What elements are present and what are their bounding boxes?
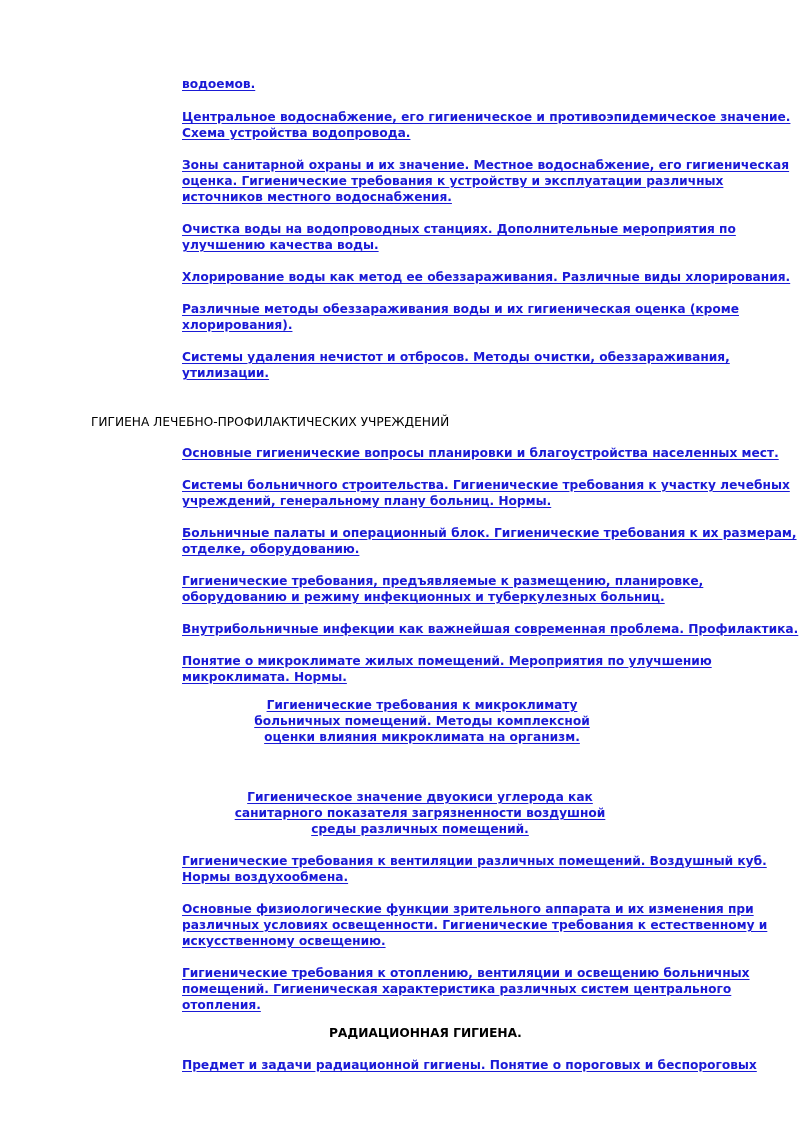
topic-link-sewage-systems[interactable] [182,349,730,381]
topic-link-carbon-dioxide[interactable] [220,789,620,837]
topic-line: среды различных помещений. [311,822,529,836]
topic-link-heating[interactable] [182,965,750,1013]
topic-line: Системы больничного строительства. Гигиенические требования к участку лечебных [182,478,790,492]
topic-link-sanitary-zones[interactable] [182,157,789,205]
topic-line: Понятие о микроклимате жилых помещений. Мероприятия по улучшению [182,654,712,668]
topic-link-central-water-supply[interactable] [182,109,790,141]
section-heading-radiation-hygiene: РАДИАЦИОННАЯ ГИГИЕНА. [329,1026,522,1040]
topic-line: водоемов. [182,77,256,91]
topic-link-hospital-construction[interactable] [182,477,790,509]
topic-line: оборудованию и режиму инфекционных и туберкулезных больниц. [182,590,665,604]
topic-line: Хлорирование воды как метод ее обеззараживания. Различные виды хлорирования. [182,270,791,284]
topic-line: Гигиенические требования к микроклимату [266,698,578,712]
topic-line: микроклимата. Нормы. [182,670,347,684]
topic-line: Гигиенические требования к вентиляции различных помещений. Воздушный куб. [182,854,767,868]
topic-line: Схема устройства водопровода. [182,126,411,140]
topic-line: отделке, оборудованию. [182,542,360,556]
topic-line: больничных помещений. Методы комплексной [254,714,590,728]
topic-line: Больничные палаты и операционный блок. Гигиенические требования к их размерам, [182,526,797,540]
topic-link-nosocomial-infections[interactable] [182,621,798,637]
topic-link-water-purification[interactable] [182,221,736,253]
topic-line: оценки влияния микроклимата на организм. [264,730,580,744]
topic-line: Системы удаления нечистот и отбросов. Методы очистки, обеззараживания, [182,350,730,364]
topic-line: источников местного водоснабжения. [182,190,452,204]
topic-line: Гигиеническое значение двуокиси углерода как [247,790,593,804]
topic-line: Гигиенические требования, предъявляемые к размещению, планировке, [182,574,704,588]
topic-line: Основные физиологические функции зрительного аппарата и их изменения при [182,902,754,916]
section-heading-hospital-hygiene: ГИГИЕНА ЛЕЧЕБНО-ПРОФИЛАКТИЧЕСКИХ УЧРЕЖДЕНИЙ [91,415,450,429]
topic-line: Очистка воды на водопроводных станциях. Дополнительные мероприятия по [182,222,736,236]
topic-line: Гигиенические требования к отоплению, вентиляции и освещению больничных [182,966,750,980]
topic-line: Центральное водоснабжение, его гигиеническое и противоэпидемическое значение. [182,110,791,124]
topic-link-visual-lighting[interactable] [182,901,767,949]
topic-line: санитарного показателя загрязненности воздушной [234,806,606,820]
topic-line: хлорирования). [182,318,293,332]
topic-line: утилизации. [182,366,270,380]
topic-link-wards-operating-block[interactable] [182,525,797,557]
topic-link-ventilation[interactable] [182,853,767,885]
topic-line: оценка. Гигиенические требования к устройству и эксплуатации различных [182,174,724,188]
topic-line: отопления. [182,998,261,1012]
topic-line: улучшению качества воды. [182,238,379,252]
topic-line: Внутрибольничные инфекции как важнейшая современная проблема. Профилактика. [182,622,799,636]
topic-link-settlement-planning[interactable] [182,445,779,461]
topic-link-water-bodies[interactable] [182,76,255,92]
topic-line: искусственному освещению. [182,934,386,948]
topic-line: помещений. Гигиеническая характеристика различных систем центрального [182,982,732,996]
topic-link-microclimate-hospital[interactable] [222,697,622,745]
topic-line: Зоны санитарной охраны и их значение. Местное водоснабжение, его гигиеническая [182,158,790,172]
topic-line: различных условиях освещенности. Гигиенические требования к естественному и [182,918,768,932]
topic-line: Основные гигиенические вопросы планировки и благоустройства населенных мест. [182,446,779,460]
topic-line: Различные методы обеззараживания воды и их гигиеническая оценка (кроме [182,302,739,316]
topic-link-disinfection-methods[interactable] [182,301,739,333]
topic-link-radiation-hygiene[interactable] [182,1057,757,1073]
topic-link-infectious-hospitals[interactable] [182,573,703,605]
topic-line: Предмет и задачи радиационной гигиены. Понятие о пороговых и беспороговых [182,1058,757,1072]
topic-link-microclimate-residential[interactable] [182,653,712,685]
topic-line: учреждений, генеральному плану больниц. Нормы. [182,494,552,508]
topic-link-chlorination[interactable] [182,269,790,285]
topic-line: Нормы воздухообмена. [182,870,349,884]
